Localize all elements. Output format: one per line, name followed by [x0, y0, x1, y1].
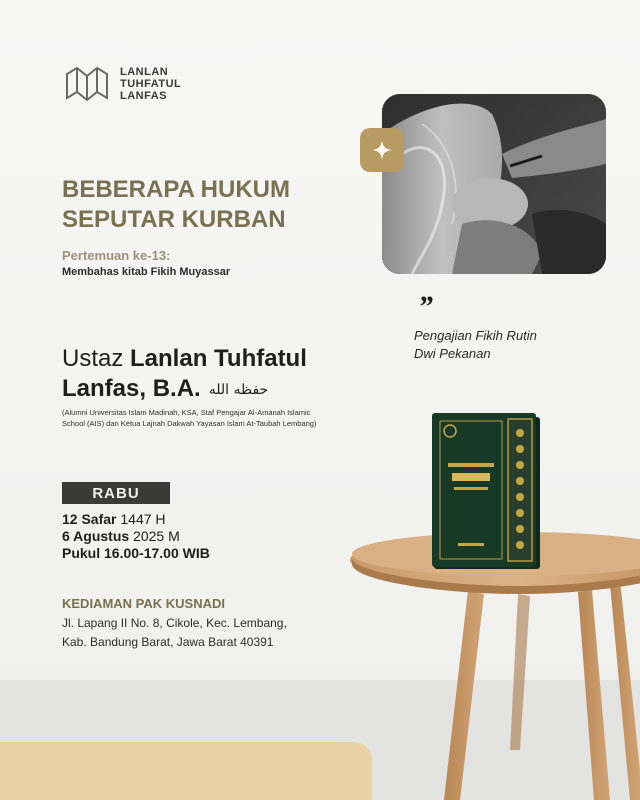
bio-line-2: School (AIS) dan Ketua Lajnah Dakwah Yayasan Islam At-Taubah Lembang) — [62, 419, 317, 428]
hijri-date-rest: 1447 H — [116, 511, 166, 527]
greg-date-bold: 6 Agustus — [62, 528, 130, 544]
speaker-honorific: حفظه الله — [208, 381, 269, 398]
hero-photo — [382, 94, 606, 274]
speaker-name-a: Lanlan Tuhfatul — [130, 345, 307, 372]
address-line-1: Jl. Lapang II No. 8, Cikole, Kec. Lembang, — [62, 616, 287, 630]
quote-line-1: Pengajian Fikih Rutin — [414, 328, 537, 343]
hands-cloth-photo — [382, 94, 606, 274]
quote-text — [414, 327, 537, 363]
speaker-bio — [62, 407, 316, 429]
meeting-number: Pertemuan ke-13: — [62, 248, 171, 263]
bio-line-1: (Alumni Universitas Islam Madinah, KSA, Staf Pengajar Al-Amanah Islamic — [62, 408, 311, 417]
speaker-prefix: Ustaz — [62, 345, 131, 372]
brand-line-3: LANFAS — [120, 90, 167, 102]
book-logo-icon — [64, 64, 110, 104]
hijri-date-bold: 12 Safar — [62, 511, 117, 527]
day-badge: RABU — [62, 482, 170, 504]
title-line-2: SEPUTAR KURBAN — [62, 206, 286, 233]
venue-title: KEDIAMAN PAK KUSNADI — [62, 596, 225, 611]
brand-line-2: TUHFATUL — [120, 78, 182, 90]
brand-logo — [64, 64, 181, 104]
gold-accent-block — [0, 742, 372, 800]
greg-date-rest: 2025 M — [129, 528, 180, 544]
event-time: Pukul 16.00-17.00 WIB — [62, 545, 210, 561]
venue-address — [62, 614, 287, 652]
kitab-subtitle: Membahas kitab Fikih Muyassar — [62, 266, 231, 278]
speaker-name — [62, 344, 307, 405]
schedule-dates — [62, 511, 210, 562]
sparkle-badge — [360, 128, 404, 172]
sparkle-icon — [372, 140, 392, 160]
title-line-1: BEBERAPA HUKUM — [62, 176, 290, 203]
address-line-2: Kab. Bandung Barat, Jawa Barat 40391 — [62, 635, 274, 649]
brand-line-1: LANLAN — [120, 66, 169, 78]
brand-name — [120, 66, 181, 102]
book-illustration — [432, 413, 542, 571]
speaker-name-b: Lanfas, B.A. — [62, 375, 201, 402]
quote-line-2: Dwi Pekanan — [414, 346, 491, 361]
event-title — [62, 175, 290, 235]
quote-mark: ” — [418, 290, 433, 323]
